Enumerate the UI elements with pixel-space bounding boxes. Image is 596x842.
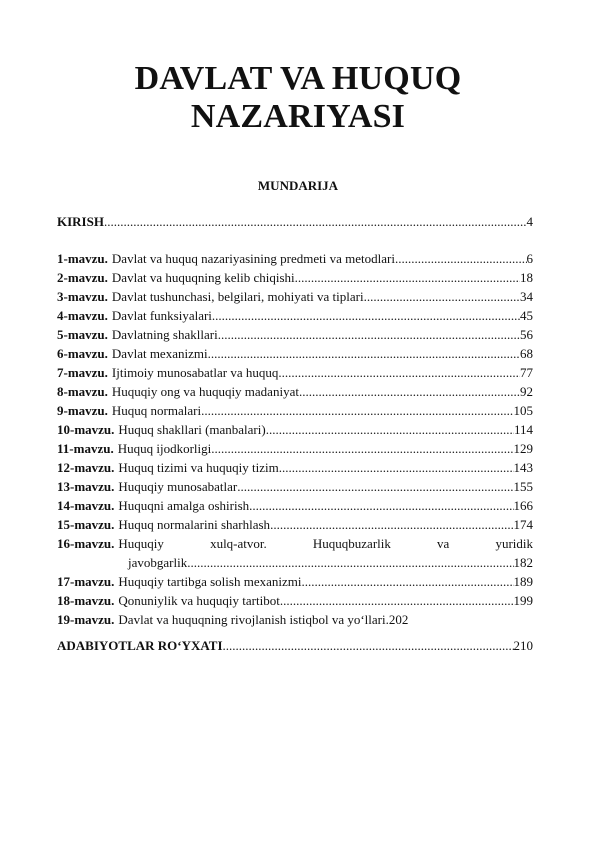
toc-entry-topic-14[interactable] xyxy=(57,496,533,515)
toc-entry-text: Ijtimoiy munosabatlar va huquq xyxy=(111,365,279,380)
dot-leader xyxy=(237,477,513,496)
toc-entry-text: Davlat va huquqning rivojlanish istiqbol va yo‘llari. xyxy=(118,612,389,627)
dot-leader xyxy=(280,591,514,610)
toc-entry-topic-12[interactable] xyxy=(57,458,533,477)
toc-entry-page: 166 xyxy=(513,498,533,513)
toc-entry-label: 14-mavzu. xyxy=(57,498,115,513)
dot-leader xyxy=(201,401,513,420)
toc-entry-text: Davlat tushunchasi, belgilari, mohiyati va tiplari xyxy=(111,289,364,304)
toc-topics xyxy=(57,249,533,629)
book-title xyxy=(0,60,596,136)
toc-entry-text: Huquq normalarini sharhlash xyxy=(118,517,271,532)
toc-entry-page: 174 xyxy=(513,517,533,532)
dot-leader xyxy=(208,344,520,363)
toc-entry-text: Huquq normalari xyxy=(111,403,202,418)
toc-entry-page: 18 xyxy=(520,270,533,285)
toc-entry-page: 129 xyxy=(513,441,533,456)
toc-entry-page: 34 xyxy=(520,289,533,304)
dot-leader xyxy=(249,496,513,515)
dot-leader xyxy=(218,325,520,344)
toc-entry-page: 105 xyxy=(513,403,533,418)
toc-entry-label: 6-mavzu. xyxy=(57,346,108,361)
toc-entry-page: 210 xyxy=(513,638,533,653)
toc-entry-page: 199 xyxy=(513,593,533,608)
toc-entry-intro[interactable] xyxy=(57,212,533,231)
toc-entry-label: 5-mavzu. xyxy=(57,327,108,342)
toc-entry-topic-1[interactable] xyxy=(57,249,533,268)
dot-leader xyxy=(104,212,527,231)
toc-entry-page: 114 xyxy=(513,422,533,437)
book-title-line-2: NAZARIYASI xyxy=(190,98,406,135)
toc-entry-topic-19[interactable] xyxy=(57,610,533,629)
toc-entry-topic-6[interactable] xyxy=(57,344,533,363)
toc-entry-text: Davlat funksiyalari xyxy=(111,308,212,323)
dot-leader xyxy=(270,515,513,534)
toc-entry-page: 4 xyxy=(526,214,533,229)
toc-entry-topic-4[interactable] xyxy=(57,306,533,325)
toc-entry-topic-5[interactable] xyxy=(57,325,533,344)
toc-entry-page: 68 xyxy=(520,346,533,361)
dot-leader xyxy=(364,287,520,306)
toc-entry-text: Davlat va huquqning kelib chiqishi xyxy=(111,270,295,285)
dot-leader xyxy=(266,420,514,439)
toc-entry-label: 3-mavzu. xyxy=(57,289,108,304)
dot-leader xyxy=(223,636,514,655)
toc-entry-page: 202 xyxy=(388,612,409,627)
toc-entry-label: 19-mavzu. xyxy=(57,612,115,627)
toc-entry-topic-17[interactable] xyxy=(57,572,533,591)
toc-entry-text: Davlat va huquq nazariyasining predmeti va metodlari xyxy=(111,251,395,266)
dot-leader xyxy=(187,553,513,572)
toc-entry-label: 4-mavzu. xyxy=(57,308,108,323)
dot-leader xyxy=(299,382,520,401)
toc-entry-page: 45 xyxy=(520,308,533,323)
toc-entry-label: 2-mavzu. xyxy=(57,270,108,285)
toc-entry-page: 143 xyxy=(513,460,533,475)
toc-entry-label: KIRISH xyxy=(57,214,104,229)
toc-entry-topic-3[interactable] xyxy=(57,287,533,306)
toc-entry-label: 10-mavzu. xyxy=(57,422,115,437)
toc-entry-text: Huquqiy munosabatlar xyxy=(118,479,238,494)
toc-entry-label: 13-mavzu. xyxy=(57,479,115,494)
dot-leader xyxy=(301,572,513,591)
toc-entry-text: Huquqiy tartibga solish mexanizmi xyxy=(118,574,302,589)
toc-entry-label: 9-mavzu. xyxy=(57,403,108,418)
toc-entry-page: 92 xyxy=(520,384,533,399)
toc-entry-text: Huquq shakllari (manbalari) xyxy=(118,422,266,437)
toc-entry-page: 77 xyxy=(520,365,533,380)
toc-entry-text xyxy=(118,534,533,553)
toc-entry-topic-13[interactable] xyxy=(57,477,533,496)
toc-entry-page: 189 xyxy=(513,574,533,589)
dot-leader xyxy=(395,249,527,268)
dot-leader xyxy=(278,363,520,382)
toc-entry-text: Huquq tizimi va huquqiy tizim xyxy=(118,460,279,475)
toc-entry-topic-16-continuation[interactable] xyxy=(57,553,533,572)
toc-entry-label: 18-mavzu. xyxy=(57,593,115,608)
toc-entry-text: javobgarlik xyxy=(128,555,188,570)
toc-entry-label: 8-mavzu. xyxy=(57,384,108,399)
toc-word: Huquqiy xyxy=(118,536,164,551)
toc-entry-label: 15-mavzu. xyxy=(57,517,115,532)
toc-entry-text: Huquqiy ong va huquqiy madaniyat xyxy=(111,384,299,399)
toc-word: va xyxy=(437,536,450,551)
toc-entry-label: 7-mavzu. xyxy=(57,365,108,380)
toc-entry-topic-10[interactable] xyxy=(57,420,533,439)
toc-entry-label: ADABIYOTLAR RO‘YXATI xyxy=(57,638,223,653)
toc-intro xyxy=(57,212,533,231)
toc-entry-topic-8[interactable] xyxy=(57,382,533,401)
toc-word: xulq-atvor. xyxy=(210,536,267,551)
toc-entry-topic-18[interactable] xyxy=(57,591,533,610)
toc-references xyxy=(57,636,533,655)
toc-entry-page: 56 xyxy=(520,327,533,342)
toc-entry-page: 182 xyxy=(513,555,533,570)
contents-heading: MUNDARIJA xyxy=(257,178,339,193)
toc-entry-label: 1-mavzu. xyxy=(57,251,108,266)
toc-entry-label: 12-mavzu. xyxy=(57,460,115,475)
toc-entry-topic-7[interactable] xyxy=(57,363,533,382)
toc-entry-page: 155 xyxy=(513,479,533,494)
toc-entry-text: Huquqni amalga oshirish xyxy=(118,498,250,513)
toc-word: yuridik xyxy=(495,536,533,551)
toc-entry-label: 17-mavzu. xyxy=(57,574,115,589)
toc-entry-topic-9[interactable] xyxy=(57,401,533,420)
toc-entry-label: 11-mavzu. xyxy=(57,441,114,456)
toc-entry-text: Davlat mexanizmi xyxy=(111,346,208,361)
toc-entry-text: Qonuniylik va huquqiy tartibot xyxy=(118,593,280,608)
toc-entry-text: Huquq ijodkorligi xyxy=(117,441,212,456)
toc-entry-topic-16[interactable] xyxy=(57,534,533,553)
toc-word: Huquqbuzarlik xyxy=(312,536,391,551)
book-title-line-1: DAVLAT VA HUQUQ xyxy=(134,60,462,97)
dot-leader xyxy=(211,439,513,458)
dot-leader xyxy=(279,458,514,477)
toc-entry-topic-2[interactable] xyxy=(57,268,533,287)
dot-leader xyxy=(212,306,520,325)
dot-leader xyxy=(295,268,520,287)
toc-entry-page: 6 xyxy=(526,251,533,266)
toc-entry-label: 16-mavzu. xyxy=(57,536,115,551)
toc-entry-text: Davlatning shakllari xyxy=(111,327,218,342)
toc-entry-topic-15[interactable] xyxy=(57,515,533,534)
toc-entry-topic-11[interactable] xyxy=(57,439,533,458)
toc-entry-references[interactable] xyxy=(57,636,533,655)
